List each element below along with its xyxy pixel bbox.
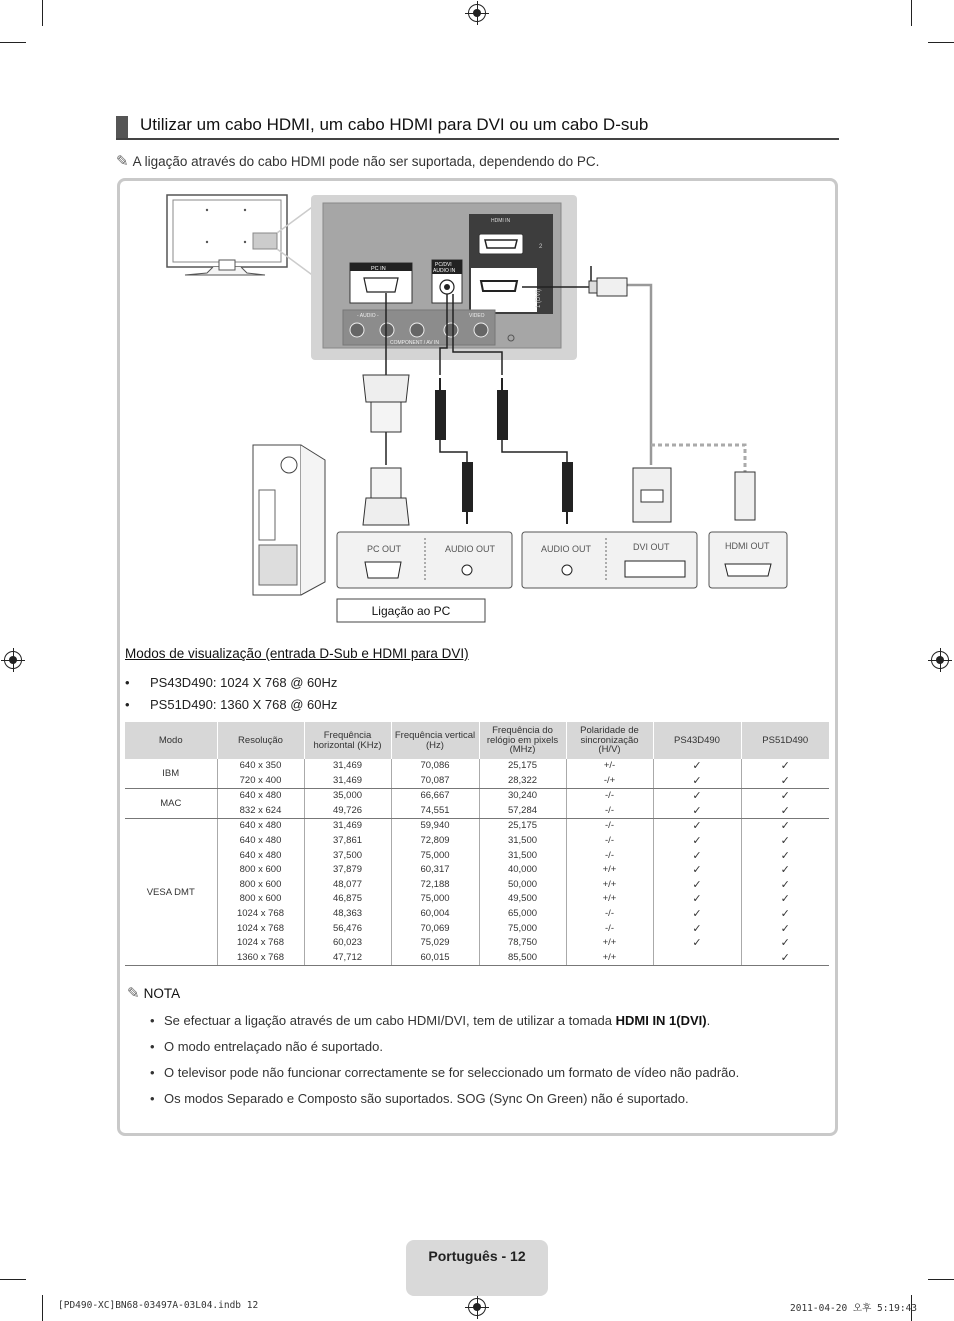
check-icon: ✓: [692, 892, 702, 906]
check-icon: ✓: [780, 773, 790, 787]
nota-item: • Os modos Separado e Composto são suportados. SOG (Sync On Green) não é suportado.: [150, 1091, 689, 1106]
connection-diagram: [165, 190, 795, 630]
check-icon: ✓: [780, 950, 790, 964]
pencil-note-icon: ✎: [116, 153, 129, 170]
check-icon: ✓: [780, 863, 790, 877]
check-icon: ✓: [692, 863, 702, 877]
crop-mark: [0, 1279, 26, 1280]
display-modes-table: [125, 722, 829, 966]
label-audio-out-2: AUDIO OUT: [541, 544, 592, 554]
check-icon: ✓: [692, 877, 702, 891]
check-icon: ✓: [780, 848, 790, 862]
label-audio-in: AUDIO IN: [433, 268, 456, 274]
check-icon: ✓: [692, 819, 702, 833]
data-cell: 640 x 350 720 x 400: [217, 759, 304, 789]
data-cell: -/- -/-: [566, 789, 653, 819]
check-icon: ✓: [692, 936, 702, 950]
data-cell: 30,240 57,284: [479, 789, 566, 819]
table-header-row: [125, 722, 829, 759]
pencil-note-icon: ✎: [127, 985, 140, 1002]
check-icon: ✓: [780, 759, 790, 772]
label-pc-dvi: PC/DVI: [435, 262, 452, 268]
check-icon: ✓: [780, 936, 790, 950]
col-header: PS51D490: [741, 722, 829, 759]
data-cell: 70,086 70,087: [391, 759, 479, 789]
check-icon: ✓: [780, 906, 790, 920]
data-cell: +/- -/+: [566, 759, 653, 789]
page-label: Português - 12: [428, 1248, 526, 1264]
col-header: Modo: [125, 722, 217, 759]
check-icon: ✓: [692, 833, 702, 847]
label-audio-out-1: AUDIO OUT: [445, 544, 496, 554]
table-row: [125, 759, 829, 789]
page-number-tab: [406, 1240, 548, 1296]
crop-mark: [42, 0, 43, 26]
label-hdmi-in: HDMI IN: [491, 218, 511, 224]
nota-item: • O modo entrelaçado não é suportado.: [150, 1039, 383, 1054]
data-cell: 59,940 72,809 75,000 60,317 72,188 75,000 60,004 70,069 75,029 60,015: [391, 819, 479, 966]
check-icon: ✓: [692, 759, 702, 772]
label-hdmi-out: HDMI OUT: [725, 541, 770, 551]
crop-mark: [928, 1279, 954, 1280]
data-cell: 640 x 480 832 x 624: [217, 789, 304, 819]
crop-mark: [0, 42, 26, 43]
modes-section-title: Modos de visualização (entrada D-Sub e HDMI para DVI): [125, 646, 469, 661]
crop-mark: [928, 42, 954, 43]
data-cell: 640 x 480 640 x 480 640 x 480 800 x 600 800 x 600 800 x 600 1024 x 768 1024 x 768 1024 x 768 1360 x 768: [217, 819, 304, 966]
check-icon: ✓: [692, 921, 702, 935]
check-icon: ✓: [692, 773, 702, 787]
nota-item: • O televisor pode não funcionar correctamente se for seleccionado um formato de vídeo não padrão.: [150, 1065, 740, 1080]
label-video: VIDEO: [469, 313, 485, 319]
label-pc-in: PC IN: [371, 266, 386, 272]
dvi-plug-icon: [633, 468, 671, 522]
crop-mark: [911, 0, 912, 26]
data-cell: 35,000 49,726: [304, 789, 391, 819]
support-cell: [741, 819, 829, 966]
col-header: Frequência horizontal (KHz): [304, 722, 391, 759]
spec-item: • PS51D490: 1360 X 768 @ 60Hz: [125, 697, 338, 712]
check-icon: ✓: [692, 848, 702, 862]
col-header: Frequência vertical (Hz): [391, 722, 479, 759]
col-header: Polaridade de sincronização (H/V): [566, 722, 653, 759]
data-cell: 31,469 37,861 37,500 37,879 48,077 46,875 48,363 56,476 60,023 47,712: [304, 819, 391, 966]
label-hdmi-1-dvi: 1 (DVI): [536, 288, 542, 308]
heading-text: Utilizar um cabo HDMI, um cabo HDMI para DVI ou um cabo D-sub: [140, 115, 649, 134]
col-header: Frequência do relógio em pixels (MHz): [479, 722, 566, 759]
check-icon: ✓: [780, 877, 790, 891]
support-cell: [741, 789, 829, 819]
section-heading: [116, 114, 839, 140]
label-audio: - AUDIO -: [357, 313, 379, 319]
tv-front-icon: [167, 195, 315, 277]
check-icon: ✓: [780, 819, 790, 833]
audio-plug-icon: [435, 378, 573, 524]
mode-cell: IBM: [125, 759, 217, 789]
mode-cell: MAC: [125, 789, 217, 819]
check-icon: ✓: [780, 921, 790, 935]
check-icon: ✓: [692, 789, 702, 803]
table-row: [125, 819, 829, 966]
check-icon: ✓: [692, 906, 702, 920]
support-cell: [653, 789, 741, 819]
diagram-caption: Ligação ao PC: [371, 604, 451, 618]
note-text: A ligação através do cabo HDMI pode não ser suportada, dependendo do PC.: [132, 154, 600, 169]
table-row: [125, 789, 829, 819]
check-icon: ✓: [780, 892, 790, 906]
note-line: [116, 152, 599, 170]
label-component-av: COMPONENT / AV IN: [390, 340, 439, 346]
data-cell: 25,175 31,500 31,500 40,000 50,000 49,500 65,000 75,000 78,750 85,500: [479, 819, 566, 966]
label-pc-out: PC OUT: [367, 544, 402, 554]
spec-item: • PS43D490: 1024 X 768 @ 60Hz: [125, 675, 338, 690]
data-cell: 25,175 28,322: [479, 759, 566, 789]
label-hdmi-2: 2: [539, 244, 543, 250]
mode-cell: VESA DMT: [125, 819, 217, 966]
col-header: PS43D490: [653, 722, 741, 759]
support-cell: [653, 759, 741, 789]
table-body: [125, 759, 829, 966]
registration-mark-icon: [468, 4, 486, 22]
support-cell: [653, 819, 741, 966]
col-header: Resolução: [217, 722, 304, 759]
footer-file: [PD490-XC]BN68-03497A-03L04.indb 12: [58, 1300, 259, 1311]
check-icon: ✓: [780, 833, 790, 847]
crop-mark: [42, 1295, 43, 1321]
data-cell: 66,667 74,551: [391, 789, 479, 819]
label-dvi-out: DVI OUT: [633, 542, 670, 552]
registration-mark-icon: [4, 651, 22, 669]
data-cell: -/- -/- -/- +/+ +/+ +/+ -/- -/- +/+ +/+: [566, 819, 653, 966]
data-cell: 31,469 31,469: [304, 759, 391, 789]
check-icon: [654, 951, 741, 966]
support-cell: [741, 759, 829, 789]
pc-tower-icon: [253, 445, 325, 595]
nota-item: • Se efectuar a ligação através de um cabo HDMI/DVI, tem de utilizar a tomada HDMI IN 1(DVI).: [150, 1013, 711, 1028]
footer-timestamp: 2011-04-20 오후 5:19:43: [790, 1303, 918, 1314]
registration-mark-icon: [931, 651, 949, 669]
nota-heading: ✎ NOTA: [127, 985, 181, 1002]
hdmi-plug-icon: [589, 278, 755, 520]
check-icon: ✓: [780, 803, 790, 817]
registration-mark-icon: [468, 1298, 486, 1316]
check-icon: ✓: [780, 789, 790, 803]
heading-bar: [116, 116, 128, 138]
check-icon: ✓: [692, 803, 702, 817]
